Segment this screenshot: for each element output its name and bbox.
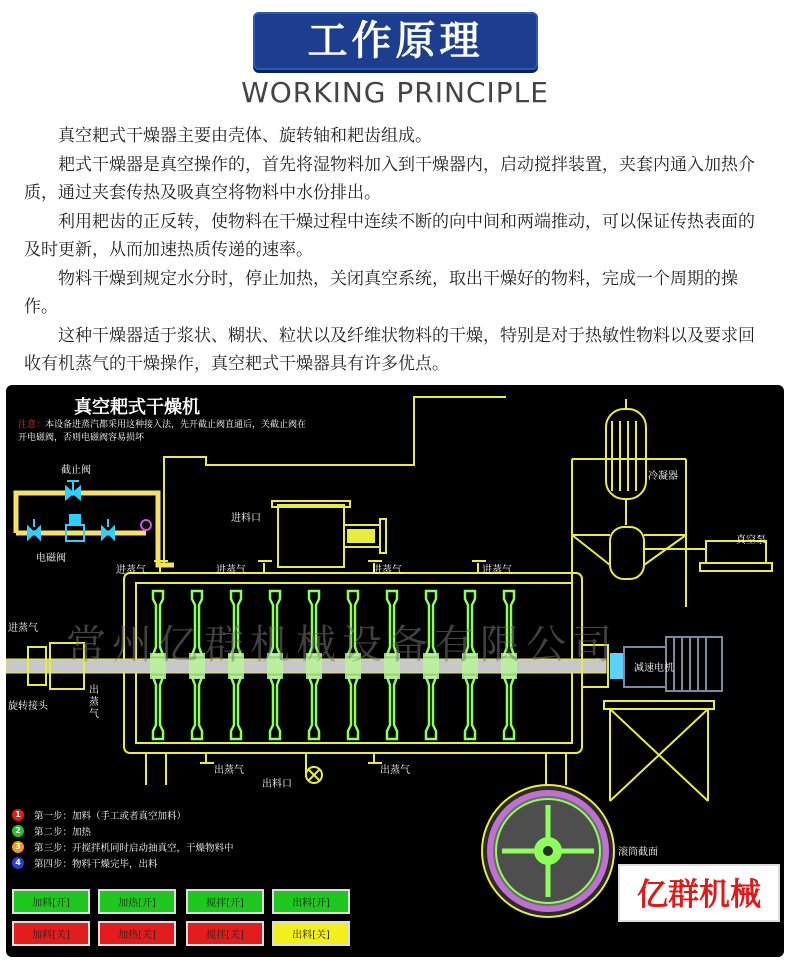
step-item [12,823,234,839]
intro-text [24,122,770,379]
intro-paragraph: 这种干燥器适于浆状、糊状、粒状以及纤维状物料的干燥，特别是对于热敏性物料以及要求回收有机蒸气的干燥操作，真空耙式干燥器具有许多优点。 [24,325,755,374]
solenoid-valve-icon [28,515,114,541]
discharge-off-button[interactable]: 出料[关] [272,921,350,946]
intro-paragraph: 利用耙齿的正反转，使物料在干燥过程中连续不断的向中间和两端推动，可以保证传热表面的及时更新，从而加速热质传递的速率。 [24,211,755,260]
label-solenoid-valve: 电磁阀 [36,553,66,564]
stop-valve-icon [66,481,80,499]
heat-on-button[interactable]: 加热[开] [98,889,176,914]
label-condenser: 冷凝器 [648,471,678,482]
feed-off-button[interactable]: 加料[关] [12,921,90,946]
rake-paddle-lower [465,677,475,739]
step-number: 1 [12,809,24,821]
label-reducer-motor: 减速电机 [634,663,674,674]
rake-paddle-lower [153,677,163,739]
label-rotary-joint: 旋转接头 [8,701,48,712]
step-text: 第四步：物料干燥完毕，出料 [34,859,158,870]
intro-paragraph: 真空耙式干燥器主要由壳体、旋转轴和耙齿组成。 [58,126,432,146]
discharge-on-button[interactable]: 出料[开] [272,889,350,914]
label-steam-out: 出蒸气 [380,765,410,776]
page-title: 工作原理 [253,12,538,70]
step-item [12,839,234,855]
label-steam-in: 进蒸气 [116,565,146,576]
stir-off-button[interactable]: 搅拌[关] [186,921,264,946]
pressure-gauge-icon [141,520,151,530]
rake-paddle-lower [270,677,280,739]
label-feed-inlet: 进料口 [231,513,261,524]
label-steam-out: 出蒸气 [214,765,244,776]
rake-paddle-lower [426,677,436,739]
feed-inlet [272,501,386,567]
step-number: 2 [12,825,24,837]
rake-paddle-lower [309,677,319,739]
stir-on-button[interactable]: 搅拌[开] [186,889,264,914]
dryer-diagram-panel [6,385,784,957]
step-text: 第二步：加热 [34,827,92,838]
heat-off-button[interactable]: 加热[关] [98,921,176,946]
step-number: 4 [12,857,24,869]
rake-paddle-lower [348,677,358,739]
operation-steps [12,807,234,871]
label-steam-in-left: 进蒸气 [8,623,38,634]
page-subtitle: WORKING PRINCIPLE [241,76,549,109]
diagram-note [18,419,308,445]
step-text: 第一步：加料（手工或者真空加料） [34,811,187,822]
label-steam-out-side: 出蒸气 [89,685,99,720]
watermark: 常州亿群机械设备有限公司 [66,622,618,668]
rake-paddle-lower [504,677,514,739]
feed-on-button[interactable]: 加料[开] [12,889,90,914]
label-vacuum-pump: 真空泵 [736,535,766,546]
step-item [12,807,234,823]
label-steam-in: 进蒸气 [482,565,512,576]
label-steam-in: 进蒸气 [372,565,402,576]
step-text: 第三步：开搅拌机同时启动抽真空，干燥物料中 [34,843,234,854]
intro-paragraph: 物料干燥到规定水分时，停止加热，关闭真空系统，取出干燥好的物料，完成一个周期的操作。 [24,268,738,317]
label-drum-section: 滚筒截面 [618,847,658,858]
drum-cross-section [482,785,614,917]
rake-paddle-lower [231,677,241,739]
brand-logo: 亿群机械 [618,864,780,922]
note-text: 本设备进蒸汽都采用这种接入法，先开截止阀直通后，关截止阀在开电磁阀，否则电磁阀容易损坏 [18,420,307,443]
rake-paddle-lower [387,677,397,739]
label-discharge: 出料口 [262,779,292,790]
note-prefix: 注意： [18,420,46,430]
label-stop-valve: 截止阀 [61,465,91,476]
diagram-title: 真空耙式干燥机 [74,397,200,418]
step-item [12,855,234,871]
rake-paddle-lower [192,677,202,739]
step-number: 3 [12,841,24,853]
label-steam-in: 进蒸气 [216,565,246,576]
intro-paragraph: 耙式干燥器是真空操作的，首先将湿物料加入到干燥器内，启动搅拌装置，夹套内通入加热介质，通过夹套传热及吸真空将物料中水份排出。 [24,154,755,203]
